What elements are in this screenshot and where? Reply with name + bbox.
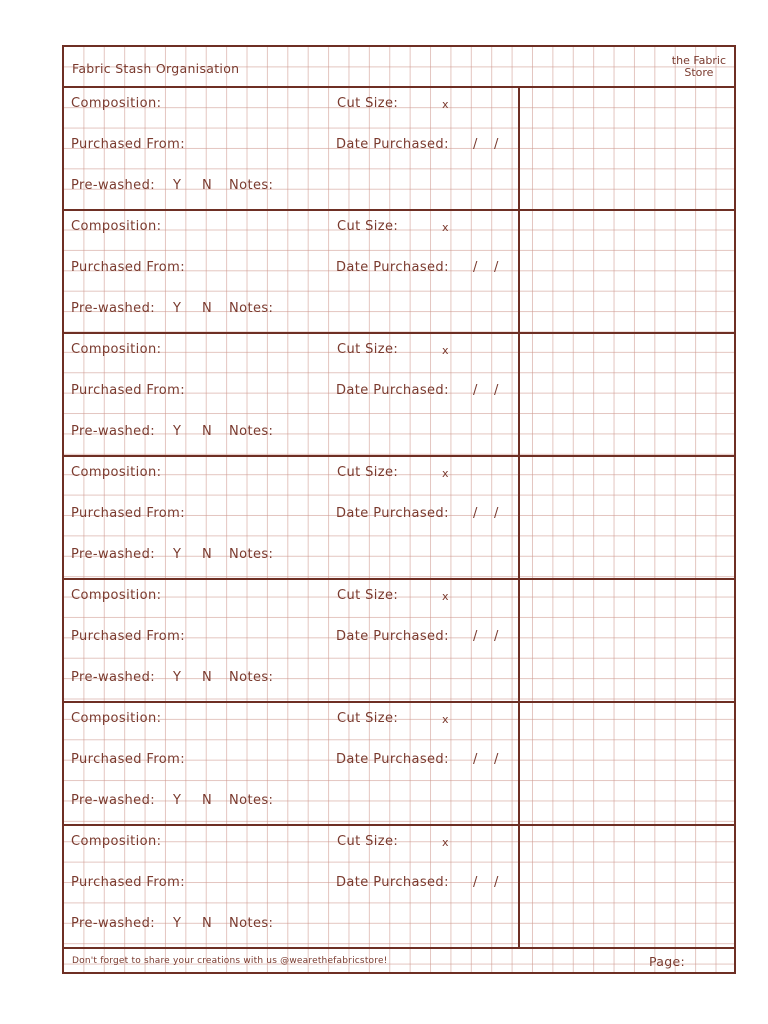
date-separator-2: / (494, 260, 499, 275)
cut-size-x: x (442, 98, 449, 111)
date-purchased-label[interactable]: Date Purchased: (336, 875, 449, 890)
composition-label[interactable]: Composition: (71, 219, 162, 234)
date-separator-2: / (494, 875, 499, 890)
composition-label[interactable]: Composition: (71, 465, 162, 480)
prewashed-no-option[interactable]: N (202, 916, 213, 931)
purchased-from-label[interactable]: Purchased From: (71, 137, 186, 152)
composition-label[interactable]: Composition: (71, 96, 162, 111)
prewashed-label: Pre-washed: (71, 178, 155, 193)
date-separator-2: / (494, 383, 499, 398)
swatch-area[interactable] (520, 457, 734, 578)
prewashed-yes-option[interactable]: Y (173, 916, 182, 931)
fabric-stash-sheet (62, 45, 736, 974)
cut-size-label[interactable]: Cut Size: (337, 834, 399, 849)
swatch-area[interactable] (520, 826, 734, 947)
cut-size-label[interactable]: Cut Size: (337, 219, 399, 234)
footer-share-note: Don't forget to share your creations with us @wearethefabricstore! (72, 956, 388, 966)
brand-line-2: Store (684, 66, 714, 79)
sheet-header (64, 47, 734, 88)
prewashed-yes-option[interactable]: Y (173, 178, 182, 193)
date-separator-2: / (494, 506, 499, 521)
fabric-entry (64, 88, 734, 211)
swatch-area[interactable] (520, 334, 734, 455)
prewashed-no-option[interactable]: N (202, 178, 213, 193)
purchased-from-label[interactable]: Purchased From: (71, 875, 186, 890)
notes-label[interactable]: Notes: (229, 547, 274, 562)
swatch-area[interactable] (520, 211, 734, 332)
fabric-entry (64, 703, 734, 826)
purchased-from-label[interactable]: Purchased From: (71, 506, 186, 521)
prewashed-no-option[interactable]: N (202, 301, 213, 316)
prewashed-yes-option[interactable]: Y (173, 301, 182, 316)
notes-label[interactable]: Notes: (229, 301, 274, 316)
fabric-entry (64, 457, 734, 580)
notes-label[interactable]: Notes: (229, 916, 274, 931)
notes-label[interactable]: Notes: (229, 670, 274, 685)
cut-size-label[interactable]: Cut Size: (337, 588, 399, 603)
swatch-area[interactable] (520, 703, 734, 824)
purchased-from-label[interactable]: Purchased From: (71, 383, 186, 398)
date-purchased-label[interactable]: Date Purchased: (336, 260, 449, 275)
prewashed-yes-option[interactable]: Y (173, 670, 182, 685)
brand-line-1: the Fabric (671, 54, 726, 67)
prewashed-label: Pre-washed: (71, 916, 155, 931)
date-purchased-label[interactable]: Date Purchased: (336, 137, 449, 152)
date-separator-1: / (473, 629, 478, 644)
fabric-entry (64, 211, 734, 334)
prewashed-yes-option[interactable]: Y (173, 424, 182, 439)
cut-size-x: x (442, 221, 449, 234)
notes-label[interactable]: Notes: (229, 424, 274, 439)
date-separator-1: / (473, 137, 478, 152)
prewashed-no-option[interactable]: N (202, 670, 213, 685)
composition-label[interactable]: Composition: (71, 711, 162, 726)
composition-label[interactable]: Composition: (71, 342, 162, 357)
prewashed-label: Pre-washed: (71, 793, 155, 808)
date-separator-1: / (473, 875, 478, 890)
cut-size-x: x (442, 836, 449, 849)
swatch-area[interactable] (520, 88, 734, 209)
date-separator-2: / (494, 137, 499, 152)
cut-size-x: x (442, 713, 449, 726)
brand-logo (672, 55, 726, 79)
composition-label[interactable]: Composition: (71, 834, 162, 849)
cut-size-x: x (442, 467, 449, 480)
date-separator-1: / (473, 260, 478, 275)
date-purchased-label[interactable]: Date Purchased: (336, 506, 449, 521)
swatch-area[interactable] (520, 580, 734, 701)
prewashed-label: Pre-washed: (71, 670, 155, 685)
cut-size-label[interactable]: Cut Size: (337, 711, 399, 726)
cut-size-label[interactable]: Cut Size: (337, 96, 399, 111)
purchased-from-label[interactable]: Purchased From: (71, 752, 186, 767)
prewashed-yes-option[interactable]: Y (173, 793, 182, 808)
prewashed-label: Pre-washed: (71, 301, 155, 316)
cut-size-x: x (442, 590, 449, 603)
fabric-entry (64, 580, 734, 703)
purchased-from-label[interactable]: Purchased From: (71, 629, 186, 644)
prewashed-yes-option[interactable]: Y (173, 547, 182, 562)
date-separator-2: / (494, 752, 499, 767)
cut-size-label[interactable]: Cut Size: (337, 465, 399, 480)
sheet-footer (64, 949, 734, 974)
notes-label[interactable]: Notes: (229, 178, 274, 193)
prewashed-no-option[interactable]: N (202, 424, 213, 439)
date-separator-1: / (473, 752, 478, 767)
purchased-from-label[interactable]: Purchased From: (71, 260, 186, 275)
prewashed-no-option[interactable]: N (202, 793, 213, 808)
cut-size-label[interactable]: Cut Size: (337, 342, 399, 357)
date-separator-2: / (494, 629, 499, 644)
notes-label[interactable]: Notes: (229, 793, 274, 808)
date-purchased-label[interactable]: Date Purchased: (336, 629, 449, 644)
date-purchased-label[interactable]: Date Purchased: (336, 752, 449, 767)
sheet-title: Fabric Stash Organisation (72, 61, 240, 76)
prewashed-no-option[interactable]: N (202, 547, 213, 562)
composition-label[interactable]: Composition: (71, 588, 162, 603)
prewashed-label: Pre-washed: (71, 424, 155, 439)
date-separator-1: / (473, 506, 478, 521)
page-number-field[interactable]: Page: (649, 954, 685, 969)
prewashed-label: Pre-washed: (71, 547, 155, 562)
fabric-entry (64, 826, 734, 949)
cut-size-x: x (442, 344, 449, 357)
fabric-entry (64, 334, 734, 457)
date-purchased-label[interactable]: Date Purchased: (336, 383, 449, 398)
date-separator-1: / (473, 383, 478, 398)
